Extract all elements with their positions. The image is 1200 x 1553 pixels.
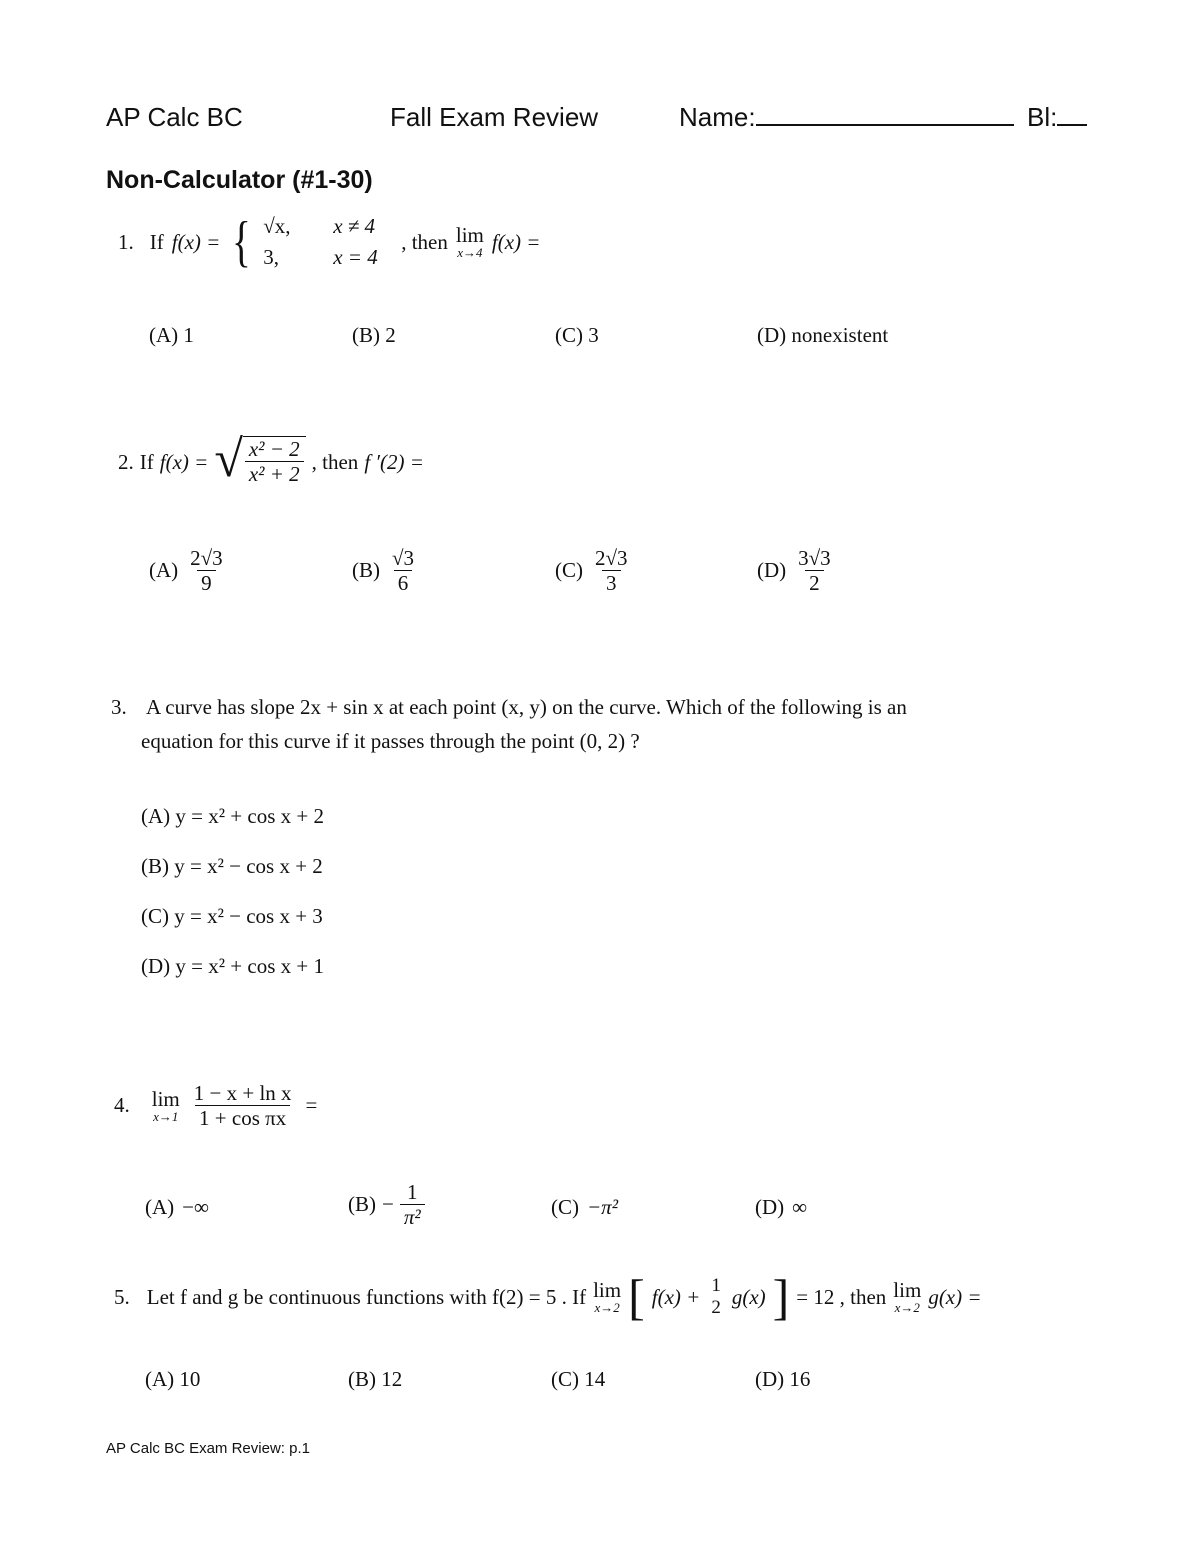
radical-bar — [243, 436, 306, 488]
q4-option-b — [348, 1180, 425, 1229]
q1-number: 1. — [118, 229, 134, 254]
question-5 — [114, 1269, 982, 1325]
q3-option-b: (B) y = x² − cos x + 2 — [141, 854, 323, 878]
q2-option-d — [757, 546, 835, 595]
q4-b-label: (B) — [348, 1192, 376, 1217]
q4-a-label: (A) — [145, 1195, 175, 1219]
q5-lim2-word: lim — [893, 1278, 922, 1303]
q2-b-den: 6 — [394, 570, 413, 595]
piecewise-brace: { — [232, 211, 252, 273]
q2-a-fraction — [186, 546, 227, 595]
q4-b-fraction — [400, 1180, 425, 1229]
q4-lim-word: lim — [151, 1086, 180, 1111]
q4-option-c — [551, 1195, 618, 1220]
q5-half — [707, 1275, 725, 1319]
q2-then: , then — [311, 449, 359, 474]
q3-option-c: (C) y = x² − cos x + 3 — [141, 904, 323, 928]
q4-frac-num: 1 − x + ln x — [193, 1081, 292, 1105]
q4-fraction — [190, 1081, 296, 1130]
q2-d-fraction — [794, 546, 835, 595]
q3-number: 3. — [111, 695, 127, 719]
q1-option-b: (B) 2 — [352, 323, 396, 347]
q2-frac-den: x² + 2 — [245, 461, 304, 486]
q1-option-c: (C) 3 — [555, 323, 599, 347]
q2-option-a — [149, 546, 227, 595]
q2-c-label: (C) — [555, 558, 583, 583]
q5-text-1: Let f and g be continuous functions with f(2) = 5 . If — [146, 1284, 587, 1309]
q4-d-value: ∞ — [792, 1195, 808, 1219]
q2-c-fraction — [591, 546, 632, 595]
q5-inner-1: f(x) + — [651, 1284, 701, 1309]
block-blank — [1057, 102, 1087, 126]
q2-c-num: 2√3 — [595, 546, 628, 570]
q1-option-d: (D) nonexistent — [757, 323, 889, 347]
q5-number: 5. — [114, 1284, 130, 1309]
question-4 — [114, 1081, 317, 1130]
right-bracket: ] — [772, 1269, 790, 1325]
q1-if: If — [149, 229, 164, 254]
q4-equals: = — [305, 1093, 318, 1118]
q2-b-num: √3 — [392, 546, 415, 570]
q5-option-d: (D) 16 — [755, 1367, 811, 1391]
q1-case2-condition: x = 4 — [333, 245, 378, 269]
q3-option-a: (A) y = x² + cos x + 2 — [141, 804, 324, 828]
name-field — [679, 102, 1014, 133]
q2-d-den: 2 — [805, 570, 824, 595]
q2-option-b — [352, 546, 418, 595]
q4-c-label: (C) — [551, 1195, 579, 1219]
q5-option-c: (C) 14 — [551, 1367, 606, 1391]
q5-option-b: (B) 12 — [348, 1367, 403, 1391]
q1-option-a: (A) 1 — [149, 323, 194, 347]
name-blank — [756, 102, 1014, 126]
q2-frac-num: x² − 2 — [248, 437, 300, 461]
q4-lim-sub: x→1 — [153, 1108, 179, 1124]
course-title: AP Calc BC — [106, 102, 243, 132]
q2-d-num: 3√3 — [798, 546, 831, 570]
block-field — [1027, 102, 1087, 133]
q1-case2-value: 3, — [263, 245, 279, 269]
q3-option-d: (D) y = x² + cos x + 1 — [141, 954, 324, 978]
q1-lim-expr: f(x) = — [491, 229, 541, 254]
name-label: Name: — [679, 102, 756, 132]
q2-number: 2. — [118, 449, 134, 474]
q5-half-num: 1 — [711, 1275, 721, 1297]
q2-b-label: (B) — [352, 558, 380, 583]
q2-d-label: (D) — [757, 558, 787, 583]
q5-option-a: (A) 10 — [145, 1367, 201, 1391]
q1-fx: f(x) = — [171, 229, 221, 254]
q2-option-c — [555, 546, 632, 595]
q4-option-d — [755, 1195, 807, 1220]
block-label: Bl: — [1027, 102, 1058, 132]
q5-lim2-sub: x→2 — [894, 1300, 920, 1316]
q2-c-den: 3 — [602, 570, 621, 595]
q5-lim-word: lim — [593, 1278, 622, 1303]
q2-derivative: f ′(2) = — [364, 449, 424, 474]
page-footer: AP Calc BC Exam Review: p.1 — [106, 1440, 310, 1457]
q1-case1-condition: x ≠ 4 — [333, 214, 376, 238]
q2-a-num: 2√3 — [190, 546, 223, 570]
q2-b-fraction — [388, 546, 418, 595]
q5-inner-2: g(x) — [731, 1284, 766, 1309]
piecewise-cases — [263, 216, 393, 268]
q1-lim-sub: x→4 — [457, 245, 483, 261]
q1-limit — [456, 224, 484, 260]
q2-a-den: 9 — [197, 570, 216, 595]
q5-text-2: = 12 , then — [796, 1284, 887, 1309]
q4-option-a — [145, 1195, 209, 1220]
q2-fraction — [245, 437, 304, 486]
q4-b-num: 1 — [407, 1180, 418, 1204]
radical-sign: √ — [214, 431, 243, 488]
q4-b-den: π² — [400, 1204, 425, 1229]
q4-frac-den: 1 + cos πx — [195, 1105, 290, 1130]
exam-title: Fall Exam Review — [390, 102, 599, 132]
q5-lim-sub: x→2 — [594, 1300, 620, 1316]
q4-a-value: −∞ — [182, 1195, 209, 1219]
question-2 — [118, 431, 424, 488]
q5-half-den: 2 — [711, 1297, 721, 1318]
q4-number: 4. — [114, 1093, 130, 1118]
q4-limit — [152, 1088, 180, 1124]
q5-limit — [593, 1279, 621, 1315]
left-bracket: [ — [628, 1269, 645, 1325]
q2-a-label: (A) — [149, 558, 179, 583]
q2-if: If — [139, 449, 154, 474]
question-1 — [118, 211, 541, 273]
q3-line-1: A curve has slope 2x + sin x at each point (x, y) on the curve. Which of the following is an — [146, 695, 907, 719]
q1-lim-word: lim — [455, 223, 484, 248]
q4-c-value: −π² — [587, 1195, 618, 1219]
q1-case1-value: √x, — [263, 214, 291, 238]
q3-line-2: equation for this curve if it passes through the point (0, 2) ? — [141, 729, 640, 753]
q2-sqrt — [214, 431, 305, 488]
q5-text-3: g(x) = — [928, 1284, 982, 1309]
section-title: Non-Calculator (#1-30) — [106, 166, 373, 194]
q1-then: , then — [401, 229, 448, 254]
q5-limit-2 — [893, 1279, 921, 1315]
q2-fx: f(x) = — [159, 449, 209, 474]
question-3 — [111, 697, 907, 718]
q4-d-label: (D) — [755, 1195, 785, 1219]
q4-b-prefix: − — [382, 1192, 394, 1217]
